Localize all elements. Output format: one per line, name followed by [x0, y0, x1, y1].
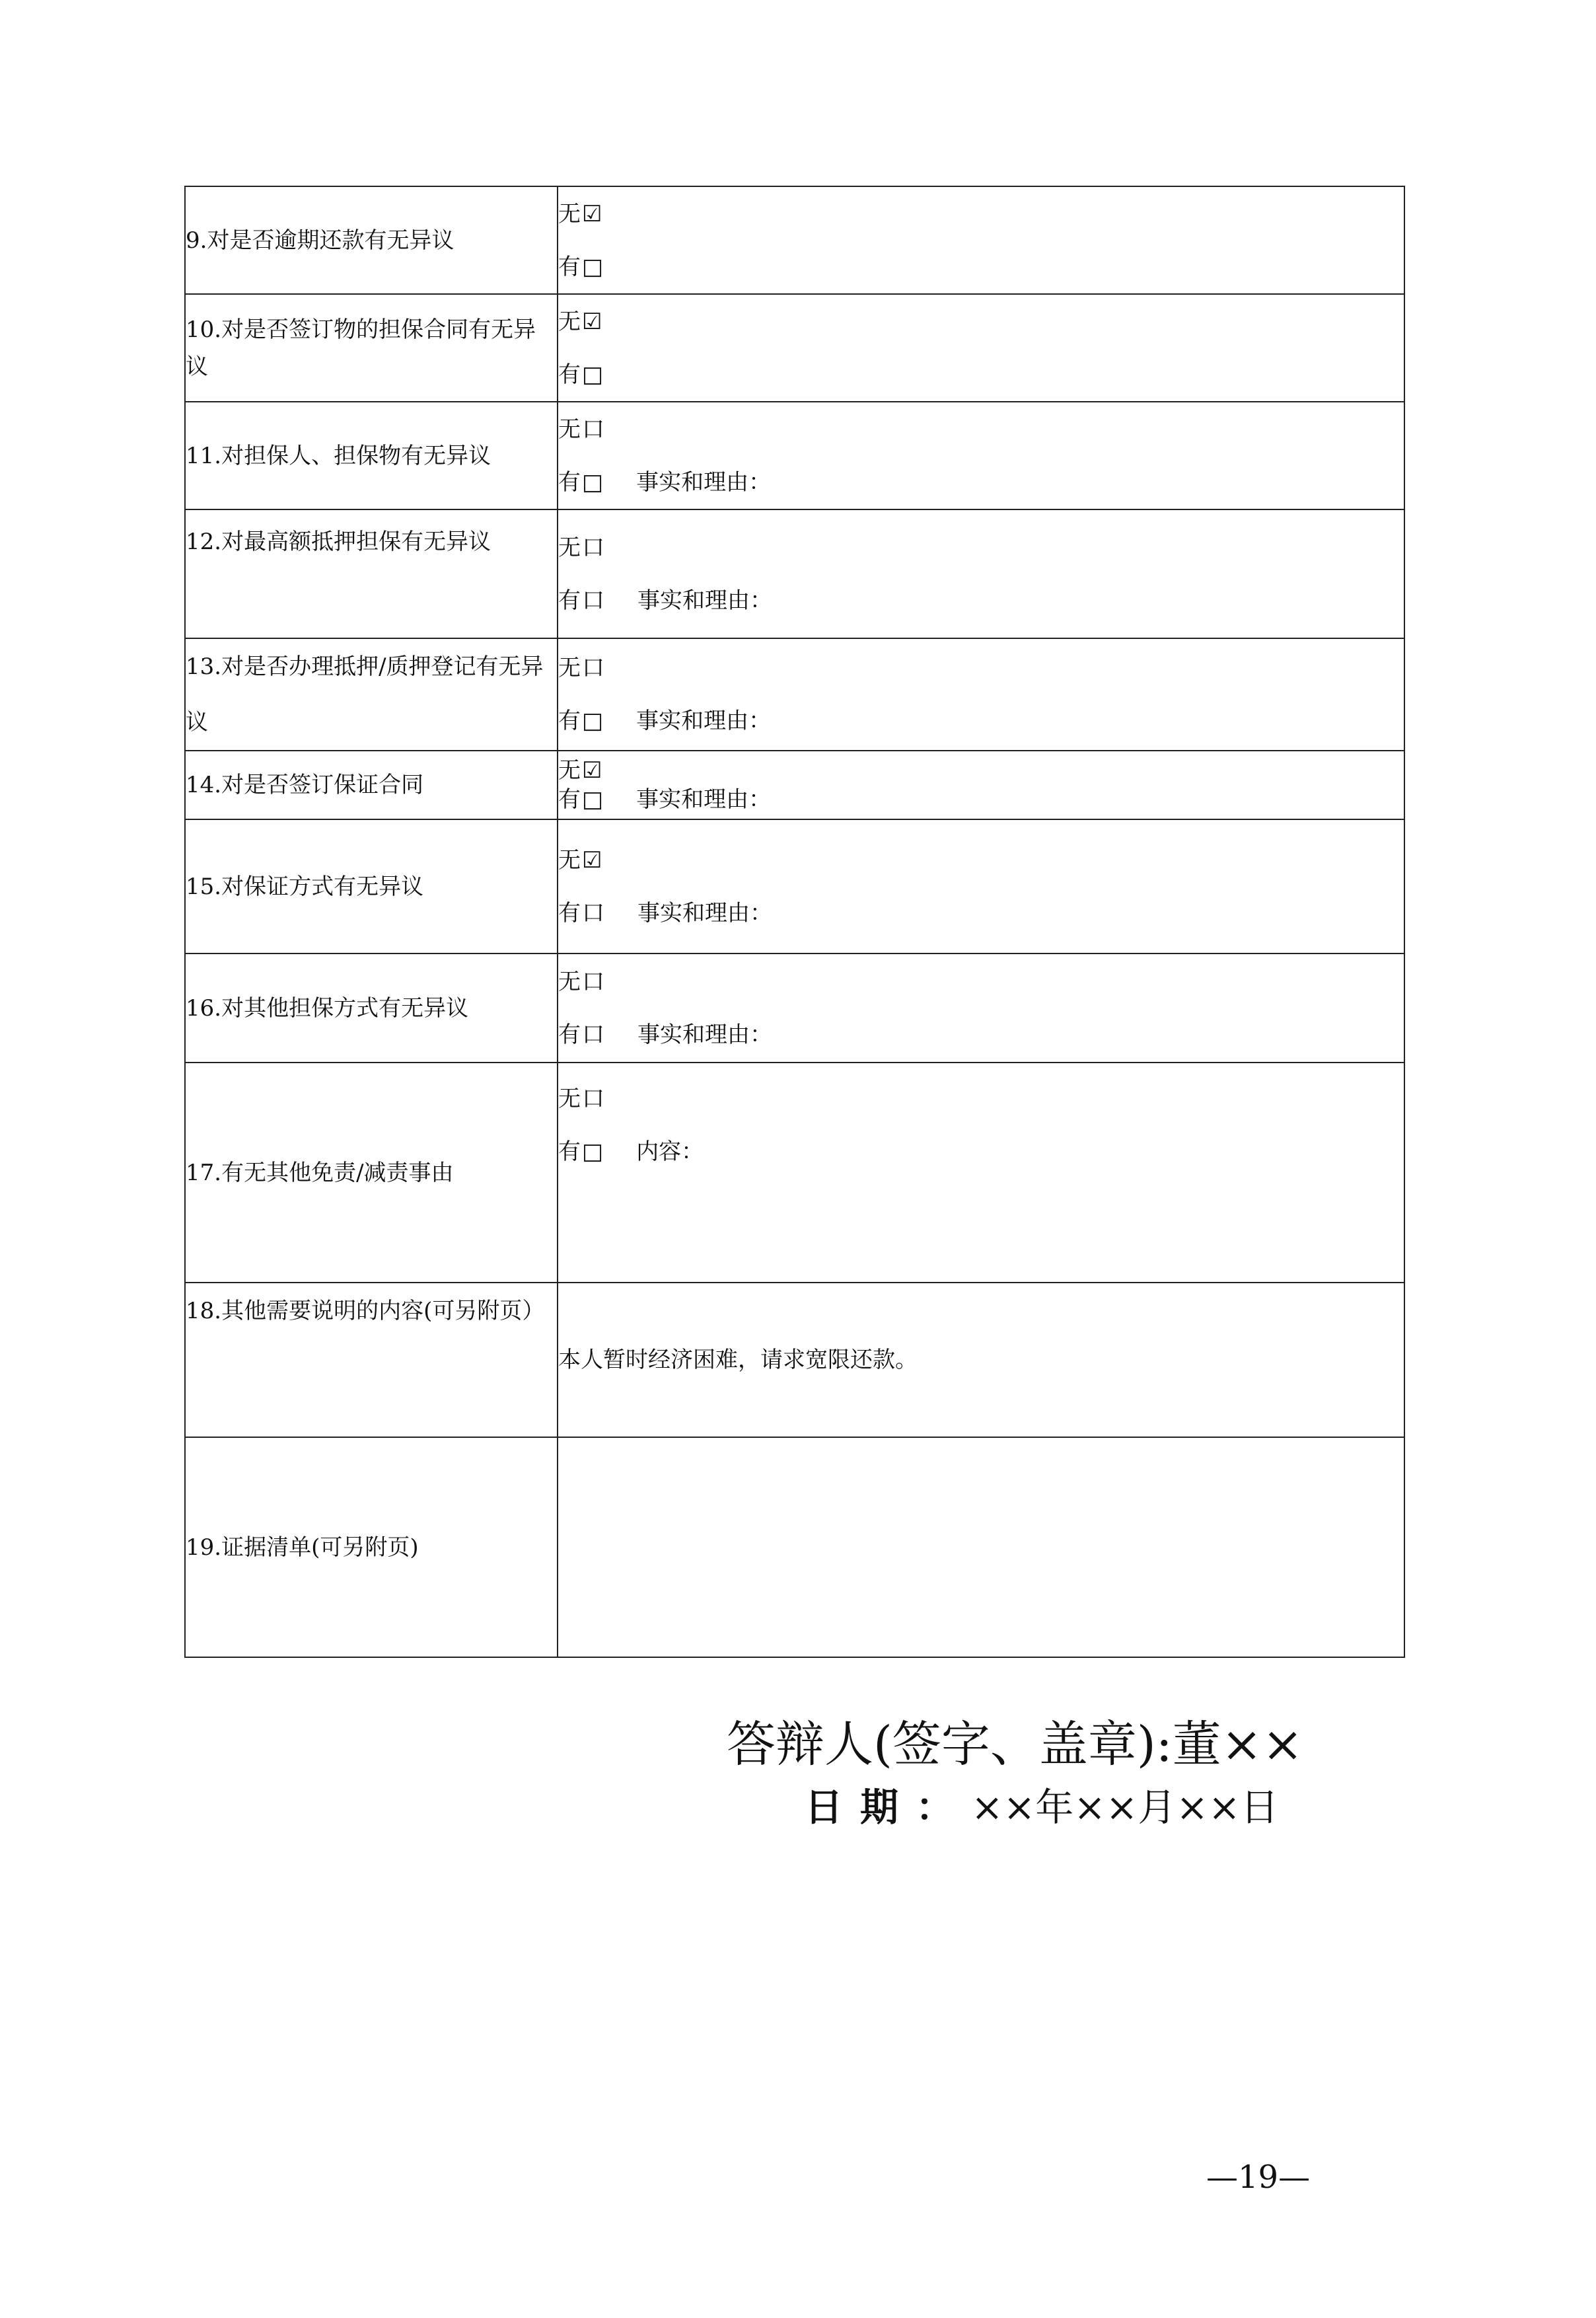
- checkbox-icon[interactable]: 口: [582, 1086, 604, 1112]
- answer-cell: [558, 638, 1404, 751]
- table-row: [185, 1283, 1404, 1437]
- yes-label: 有: [558, 786, 581, 813]
- table-row: [185, 186, 1404, 294]
- facts-reasons-label: 事实和理由：: [637, 587, 772, 614]
- yes-option: [558, 785, 1404, 814]
- no-option: [558, 955, 1404, 1008]
- answer-cell: [558, 1063, 1404, 1283]
- table-row: [185, 751, 1404, 819]
- yes-label: 有: [558, 361, 581, 388]
- signature-name: 董××: [1172, 1716, 1303, 1773]
- yes-option: [558, 1008, 1404, 1061]
- no-option: [558, 403, 1404, 456]
- question-text: 18.其他需要说明的内容(可另附页）: [186, 1298, 545, 1324]
- no-label: 无: [558, 757, 581, 784]
- answer-cell: [558, 509, 1404, 638]
- no-option: [558, 642, 1404, 694]
- yes-option: [558, 574, 1404, 627]
- yes-label: 有: [558, 708, 581, 734]
- table-row: [185, 509, 1404, 638]
- yes-label: 有: [558, 1139, 581, 1165]
- explanation-text: 本人暂时经济困难，请求宽限还款。: [558, 1347, 918, 1373]
- facts-reasons-label: 事实和理由：: [636, 786, 772, 813]
- yes-label: 有: [558, 468, 581, 496]
- checkbox-icon[interactable]: 口: [582, 416, 604, 443]
- table-row: [185, 638, 1404, 751]
- checkbox-icon[interactable]: □: [582, 1139, 604, 1165]
- page-number: —19—: [1206, 2159, 1311, 2196]
- answer-cell: [558, 402, 1404, 509]
- no-option: [558, 295, 1404, 348]
- yes-label: 有: [558, 899, 581, 926]
- facts-reasons-label: 事实和理由：: [637, 899, 772, 926]
- answer-cell: [558, 294, 1404, 402]
- no-label: 无: [558, 308, 581, 335]
- table-row: [185, 953, 1404, 1063]
- defense-form-table: [184, 186, 1405, 1658]
- table-row: [185, 1063, 1404, 1283]
- no-option: [558, 834, 1404, 887]
- yes-label: 有: [558, 253, 581, 280]
- checked-checkbox-icon[interactable]: ☑: [582, 200, 602, 227]
- yes-option: [558, 694, 1404, 747]
- table-row: [185, 819, 1404, 953]
- no-option: [558, 521, 1404, 574]
- checkbox-icon[interactable]: □: [582, 253, 604, 280]
- question-cell: [185, 1063, 558, 1283]
- question-cell: [185, 186, 558, 294]
- no-label: 无: [558, 200, 581, 227]
- no-option: [558, 756, 1404, 785]
- question-text: 14.对是否签订保证合同: [186, 772, 424, 798]
- yes-option: [558, 348, 1404, 401]
- date-value: ××年××月××日: [971, 1785, 1279, 1830]
- checked-checkbox-icon[interactable]: ☑: [582, 757, 602, 784]
- question-text: 9.对是否逾期还款有无异议: [186, 227, 454, 254]
- facts-reasons-label: 事实和理由：: [637, 1021, 772, 1048]
- question-text: 17.有无其他免责/减责事由: [186, 1159, 454, 1186]
- answer-cell: [558, 819, 1404, 953]
- checkbox-icon[interactable]: □: [582, 708, 604, 734]
- table-row: [185, 1437, 1404, 1657]
- table-row: [185, 402, 1404, 509]
- no-label: 无: [558, 534, 581, 561]
- yes-option: [558, 1125, 1404, 1178]
- question-cell: [185, 638, 558, 751]
- question-cell: [185, 1437, 558, 1657]
- checked-checkbox-icon[interactable]: ☑: [582, 308, 602, 335]
- answer-cell: [558, 1437, 1404, 1657]
- signature-label: 答辩人(签字、盖章):: [727, 1716, 1173, 1773]
- answer-cell: [558, 186, 1404, 294]
- no-option: [558, 1072, 1404, 1125]
- yes-option: [558, 887, 1404, 940]
- checkbox-icon[interactable]: 口: [582, 655, 604, 681]
- facts-reasons-label: 事实和理由：: [636, 708, 772, 734]
- question-cell: [185, 509, 558, 638]
- no-label: 无: [558, 1086, 581, 1112]
- checkbox-icon[interactable]: □: [582, 786, 604, 813]
- question-cell: [185, 294, 558, 402]
- answer-cell: [558, 1283, 1404, 1437]
- facts-reasons-label: 事实和理由：: [636, 468, 772, 496]
- checkbox-icon[interactable]: 口: [582, 587, 604, 614]
- yes-label: 有: [558, 1021, 581, 1048]
- date-label: 日期：: [805, 1785, 972, 1830]
- table-row: [185, 294, 1404, 402]
- question-cell: [185, 953, 558, 1063]
- answer-cell: [558, 953, 1404, 1063]
- question-text: 19.证据清单(可另附页): [186, 1534, 419, 1561]
- checkbox-icon[interactable]: 口: [582, 534, 604, 561]
- no-label: 无: [558, 846, 581, 874]
- checkbox-icon[interactable]: □: [582, 468, 604, 496]
- checkbox-icon[interactable]: □: [582, 361, 604, 388]
- question-cell: [185, 751, 558, 819]
- answer-cell: [558, 751, 1404, 819]
- question-cell: [185, 819, 558, 953]
- signature-line: [727, 1715, 1303, 1774]
- checkbox-icon[interactable]: 口: [582, 899, 604, 926]
- question-text: 10.对是否签订物的担保合同有无异议: [186, 316, 536, 380]
- question-text: 11.对担保人、担保物有无异议: [186, 442, 491, 469]
- yes-option: [558, 456, 1404, 509]
- question-text: 13.对是否办理抵押/质押登记有无异议: [186, 654, 544, 735]
- checkbox-icon[interactable]: 口: [582, 968, 604, 995]
- yes-label: 有: [558, 587, 581, 614]
- no-label: 无: [558, 416, 581, 443]
- no-option: [558, 188, 1404, 241]
- question-text: 16.对其他担保方式有无异议: [186, 994, 469, 1022]
- question-text: 12.对最高额抵押担保有无异议: [186, 529, 491, 555]
- checkbox-icon[interactable]: 口: [582, 1021, 604, 1048]
- date-line: [805, 1784, 1279, 1830]
- no-label: 无: [558, 655, 581, 681]
- question-text: 15.对保证方式有无异议: [186, 873, 424, 900]
- question-cell: [185, 1283, 558, 1437]
- question-cell: [185, 402, 558, 509]
- no-label: 无: [558, 968, 581, 995]
- content-label: 内容：: [636, 1139, 704, 1165]
- yes-option: [558, 241, 1404, 293]
- checked-checkbox-icon[interactable]: ☑: [582, 846, 602, 874]
